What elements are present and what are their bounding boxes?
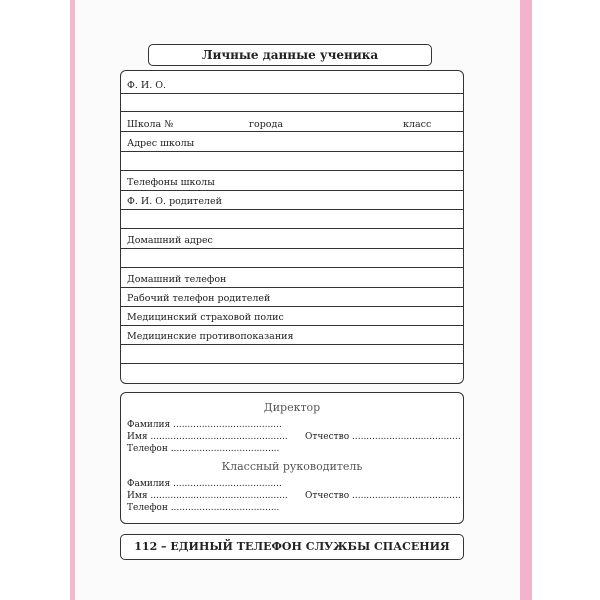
director-phone-field[interactable]: Телефон ...................................... [127, 444, 280, 454]
label-home-phone: Домашний телефон [127, 274, 227, 285]
form-line[interactable] [121, 151, 463, 152]
form-line[interactable] [121, 111, 463, 112]
director-title: Директор [263, 401, 321, 414]
label-school-no: Школа № [127, 119, 174, 130]
teacher-patronymic-field[interactable]: Отчество ...................................... [305, 491, 461, 501]
form-line[interactable] [121, 228, 463, 229]
label-contraindications: Медицинские противопоказания [127, 331, 294, 342]
form-line[interactable] [121, 170, 463, 171]
form-line[interactable] [121, 93, 463, 94]
student-data-form [120, 70, 464, 384]
teacher-phone-field[interactable]: Телефон ...................................... [127, 503, 280, 513]
emergency-phone-banner: 112 – ЕДИНЫЙ ТЕЛЕФОН СЛУЖБЫ СПАСЕНИЯ [120, 534, 464, 560]
label-insurance: Медицинский страховой полис [127, 312, 284, 323]
label-parents-work-phone: Рабочий телефон родителей [127, 293, 271, 304]
form-line[interactable] [121, 267, 463, 268]
label-school-address: Адрес школы [127, 138, 195, 149]
form-line[interactable] [121, 363, 463, 364]
label-home-address: Домашний адрес [127, 235, 213, 246]
form-line[interactable] [121, 306, 463, 307]
label-school-phones: Телефоны школы [127, 177, 215, 188]
label-parents-fio: Ф. И. О. родителей [127, 196, 222, 207]
label-class: класс [403, 119, 432, 130]
director-patronymic-field[interactable]: Отчество ...................................... [305, 432, 461, 442]
form-line[interactable] [121, 131, 463, 132]
label-city: города [249, 119, 284, 130]
form-line[interactable] [121, 190, 463, 191]
form-line[interactable] [121, 344, 463, 345]
page-edge-right [520, 0, 532, 600]
director-surname-field[interactable]: Фамилия ...................................... [127, 420, 282, 430]
label-fio: Ф. И. О. [127, 80, 167, 91]
teacher-name-field[interactable]: Имя ................................................ [127, 491, 288, 501]
form-line[interactable] [121, 287, 463, 288]
form-line[interactable] [121, 248, 463, 249]
contacts-section [120, 392, 464, 524]
director-name-field[interactable]: Имя ................................................ [127, 432, 288, 442]
teacher-surname-field[interactable]: Фамилия ...................................... [127, 479, 282, 489]
page-title: Личные данные ученика [148, 44, 432, 66]
form-line[interactable] [121, 209, 463, 210]
class-teacher-title: Классный руководитель [221, 460, 363, 473]
form-line[interactable] [121, 325, 463, 326]
